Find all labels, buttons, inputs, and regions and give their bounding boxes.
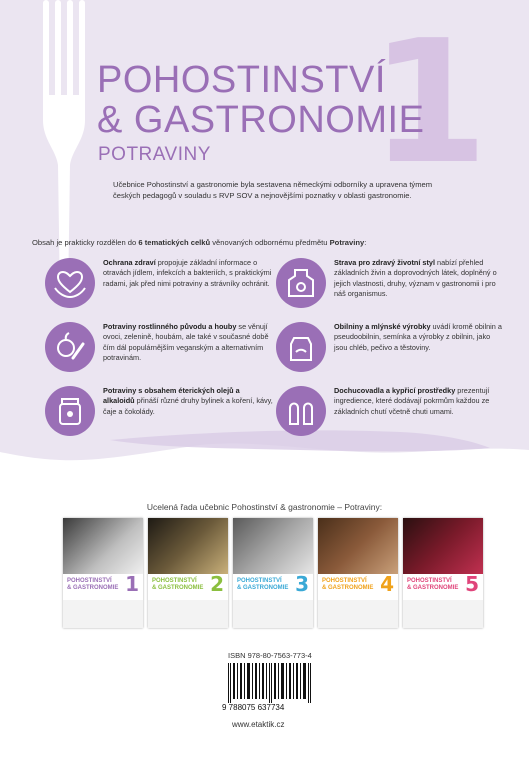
title-line-1: POHOSTINSTVÍ	[97, 59, 386, 101]
salt-pepper-icon	[276, 386, 326, 436]
fork-illustration	[38, 0, 92, 300]
publisher-url[interactable]: www.etaktik.cz	[232, 720, 285, 729]
book-series	[63, 518, 483, 630]
series-title: Ucelená řada učebnic Pohostinství & gastronomie – Potraviny:	[146, 502, 383, 512]
volume-number: 1	[370, 4, 489, 202]
isbn: ISBN 978-80-7563-773-4	[228, 651, 312, 660]
topic-text: Dochucovadla a kypřicí prostředky prezentují ingredience, které dodávají pokrmům každou ze základních chutí včetně chuti umami.	[334, 386, 490, 416]
grain-bag-icon	[276, 322, 326, 372]
topic-text: Potraviny s obsahem éterických olejů a alkaloidů přináší různé druhy bylinek a koření, kávy, čaje a čokolády.	[103, 386, 273, 416]
vegetables-icon	[45, 322, 95, 372]
topic-text: Obilniny a mlýnské výrobky uvádí kromě obilnin a pseudoobilnin, semínka a výrobky z obilnin, jako jsou chléb, pečivo a těstoviny.	[334, 322, 502, 352]
book-cover-1: POHOSTINSTVÍ & GASTRONOMIE 1	[63, 518, 143, 628]
jar-icon	[45, 386, 95, 436]
topic-text: Potraviny rostlinného původu a houby se věnují ovoci, zelenině, houbám, ale také v současné době čím dál populárnějším veganským a alternativním potravinám.	[103, 322, 269, 363]
svg-text:9 788075 637734: 9 788075 637734	[222, 703, 285, 711]
heart-hands-icon	[45, 258, 95, 308]
topic-text: Ochrana zdraví propojuje základní informace o otravách jídlem, infekcích a bakteriích, s praktickými radami, jak před nimi potraviny a strávníky ochránit.	[103, 258, 272, 288]
title-line-2: & GASTRONOMIE	[97, 99, 425, 141]
apron-icon	[276, 258, 326, 308]
content-summary: Obsah je prakticky rozdělen do 6 tematických celků věnovaných odbornému předmětu Potraviny:	[32, 238, 367, 247]
subtitle: POTRAVINY	[98, 144, 211, 165]
book-cover-4: POHOSTINSTVÍ & GASTRONOMIE 4	[318, 518, 398, 628]
book-cover-2: POHOSTINSTVÍ & GASTRONOMIE 2	[148, 518, 228, 628]
book-cover-3: POHOSTINSTVÍ & GASTRONOMIE 3	[233, 518, 313, 628]
intro-paragraph: Učebnice Pohostinství a gastronomie byla sestavena německými odborníky a upravena týmem českých pedagogů v souladu s RVP SOV a nejnovějšími poznatky v oblasti gastronomie.	[113, 180, 433, 200]
topic-text: Strava pro zdravý životní styl nabízí přehled základních živin a doprovodných látek, doplněný o jejich vlastnosti, druhy, význam v gastronomii i pro náš organismus.	[334, 258, 497, 299]
book-cover-5: POHOSTINSTVÍ & GASTRONOMIE 5	[403, 518, 483, 628]
barcode	[222, 663, 320, 711]
